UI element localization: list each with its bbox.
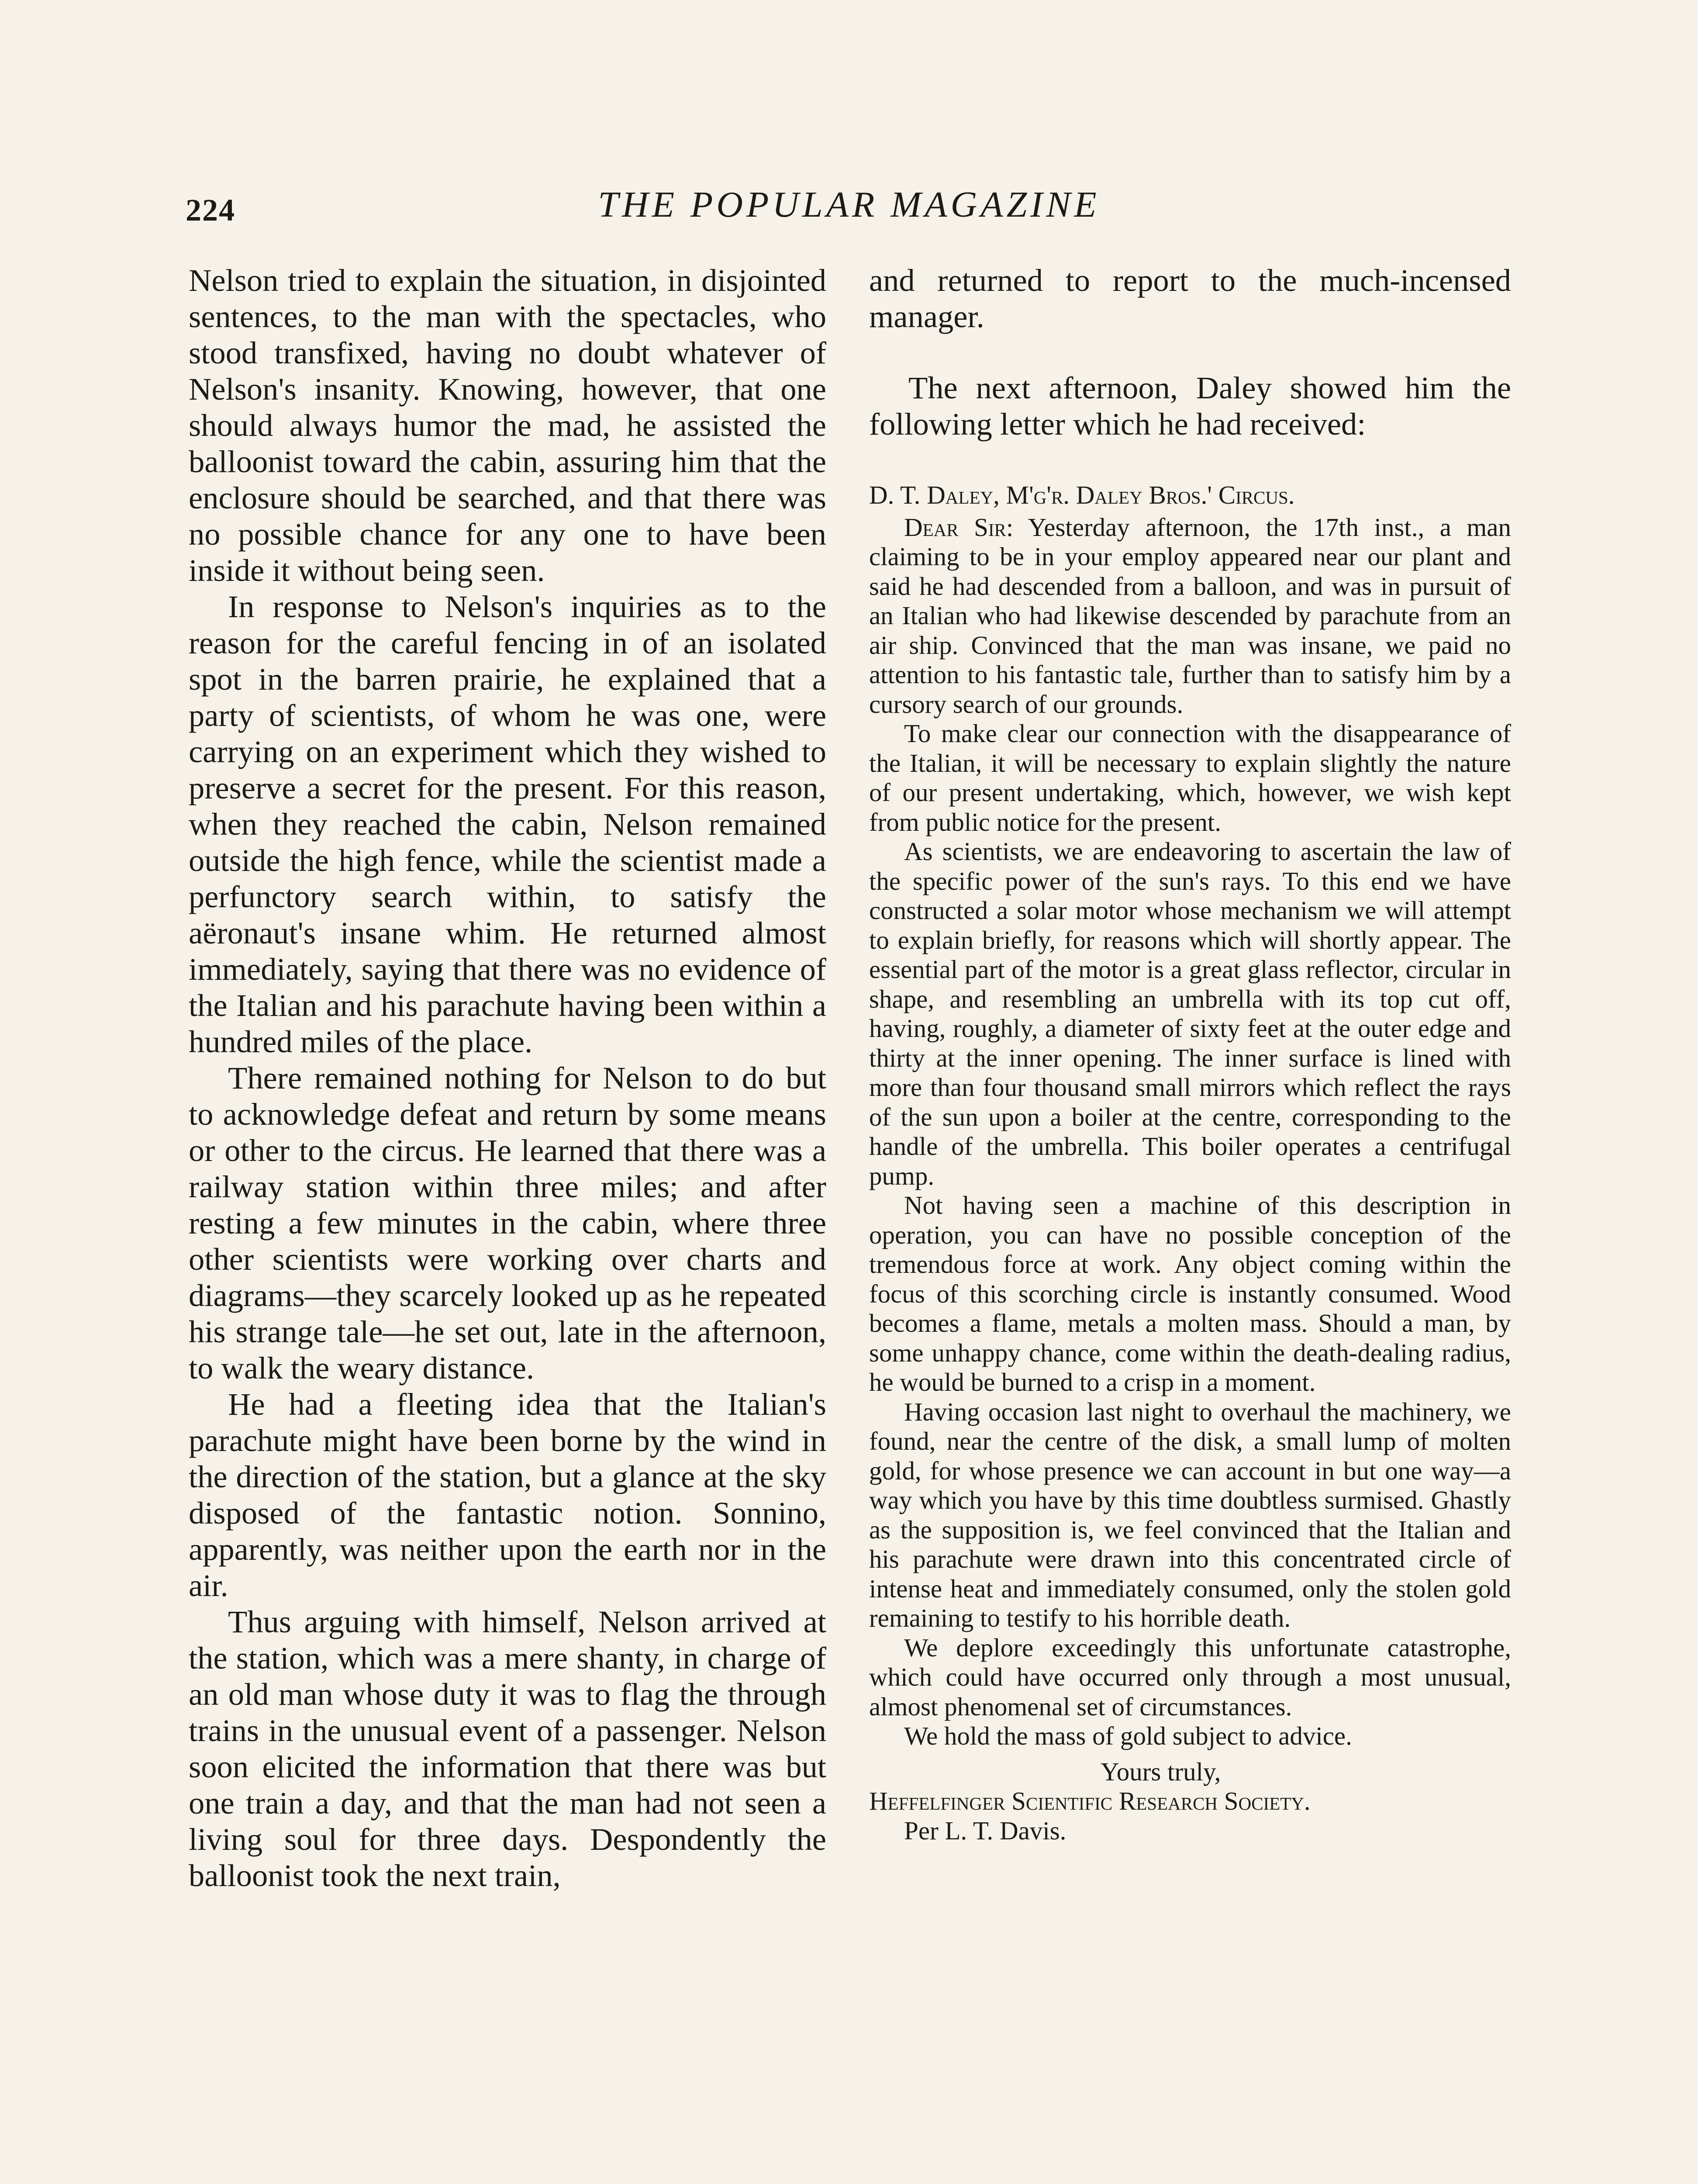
running-head-title: THE POPULAR MAGAZINE — [598, 184, 1100, 225]
letter-paragraph: To make clear our connection with the disappearance of the Italian, it will be necessary to explain slightly the nature of our present undertaking, which, however, we wish kept from public notice for the present. — [869, 719, 1511, 836]
body-paragraph: In response to Nelson's inquiries as to the reason for the careful fencing in of an isolated spot in the barren prairie, he explained that a party of scientists, of whom he was one, were carrying on an experiment which they wished to preserve a secret for the present. For this reason, when they reached the cabin, Nelson remained outside the high fence, while the scientist made a perfunctory search within, to satisfy the aëronaut's insane whim. He returned almost immediately, saying that there was no evidence of the Italian and his parachute having been within a hundred miles of the place. — [189, 589, 826, 1059]
body-paragraph: He had a fleeting idea that the Italian's parachute might have been borne by the wind in the direction of the station, but a glance at the sky disposed of the fantastic notion. Sonnino, apparently, was neither upon the earth nor in the air. — [189, 1386, 826, 1603]
body-paragraph: Thus arguing with himself, Nelson arrived at the station, which was a mere shanty, in charge of an old man whose duty it was to flag the through trains in the unusual event of a passenger. Nelson soon elicited the information that there was but one train a day, and that the man had not seen a living soul for three days. Despondently the balloonist took the next train, — [189, 1604, 826, 1893]
letter-paragraph-text: Yesterday afternoon, the 17th inst., a man claiming to be in your employ appeared near our plant and said he had descended from a balloon, and was in pursuit of an Italian who had likewise descended by parachute from an air ship. Convinced that the man was insane, we paid no attention to his fantastic tale, further than to satisfy him by a cursory search of our grounds. — [869, 512, 1511, 719]
body-paragraph: There remained nothing for Nelson to do but to acknowledge defeat and return by some means or other to the circus. He learned that there was a railway station within three miles; and after resting a few minutes in the cabin, where three other scientists were working over charts and diagrams—they scarcely looked up as he repeated his strange tale—he set out, late in the afternoon, to walk the weary distance. — [189, 1060, 826, 1386]
right-column-intro — [869, 262, 1511, 442]
letter-closing: Yours truly, — [1101, 1757, 1221, 1786]
left-column — [189, 262, 826, 1894]
letter-paragraph: As scientists, we are endeavoring to ascertain the law of the specific power of the sun's rays. To this end we have constructed a solar motor whose mechanism we will attempt to explain briefly, for reasons which will shortly appear. The essential part of the motor is a great glass reflector, circular in shape, and resembling an umbrella with its top cut off, having, roughly, a diameter of sixty feet at the outer edge and thirty at the inner opening. The inner surface is lined with more than four thousand small mirrors which reflect the rays of the sun upon a boiler at the centre, corresponding to the handle of the umbrella. This boiler operates a centrifugal pump. — [869, 837, 1511, 1190]
letter-signature: Heffelfinger Scientific Research Society. — [869, 1787, 1311, 1815]
letter-paragraph: Not having seen a machine of this description in operation, you can have no possible conception of the tremendous force at work. Any object coming within the focus of this scorching circle is instantly consumed. Wood becomes a flame, metals a molten mass. Should a man, by some unhappy chance, come within the death-dealing radius, he would be burned to a crisp in a moment. — [869, 1191, 1511, 1396]
letter-paragraph: We hold the mass of gold subject to advice. — [904, 1721, 1352, 1750]
letter-signatory: Per L. T. Davis. — [904, 1816, 1066, 1845]
letter-address: D. T. Daley, M'g'r. Daley Bros.' Circus. — [869, 480, 1295, 509]
letter-paragraph: Having occasion last night to overhaul the machinery, we found, near the centre of the disk, a small lump of molten gold, for whose presence we can account in but one way—a way which you have by this time doubtless surmised. Ghastly as the supposition is, we feel convinced that the Italian and his parachute were drawn into this concentrated circle of intense heat and immediately consumed, only the stolen gold remaining to testify to his horrible death. — [869, 1397, 1511, 1632]
page-number: 224 — [186, 193, 235, 228]
letter-block — [869, 480, 1511, 1845]
letter-paragraph — [869, 513, 1511, 719]
body-paragraph: Nelson tried to explain the situation, in disjointed sentences, to the man with the spectacles, who stood transfixed, having no doubt whatever of Nelson's insanity. Knowing, however, that one should always humor the mad, he assisted the balloonist toward the cabin, assuring him that the enclosure should be searched, and that there was no possible chance for any one to have been inside it without being seen. — [189, 263, 826, 588]
letter-paragraph: We deplore exceedingly this unfortunate catastrophe, which could have occurred only through a most unusual, almost phenomenal set of circumstances. — [869, 1633, 1511, 1721]
letter-salutation: Dear Sir: — [904, 512, 1014, 542]
continuation-paragraph: and returned to report to the much-incensed manager. — [869, 263, 1511, 334]
lead-paragraph: The next afternoon, Daley showed him the following letter which he had received: — [869, 370, 1511, 442]
